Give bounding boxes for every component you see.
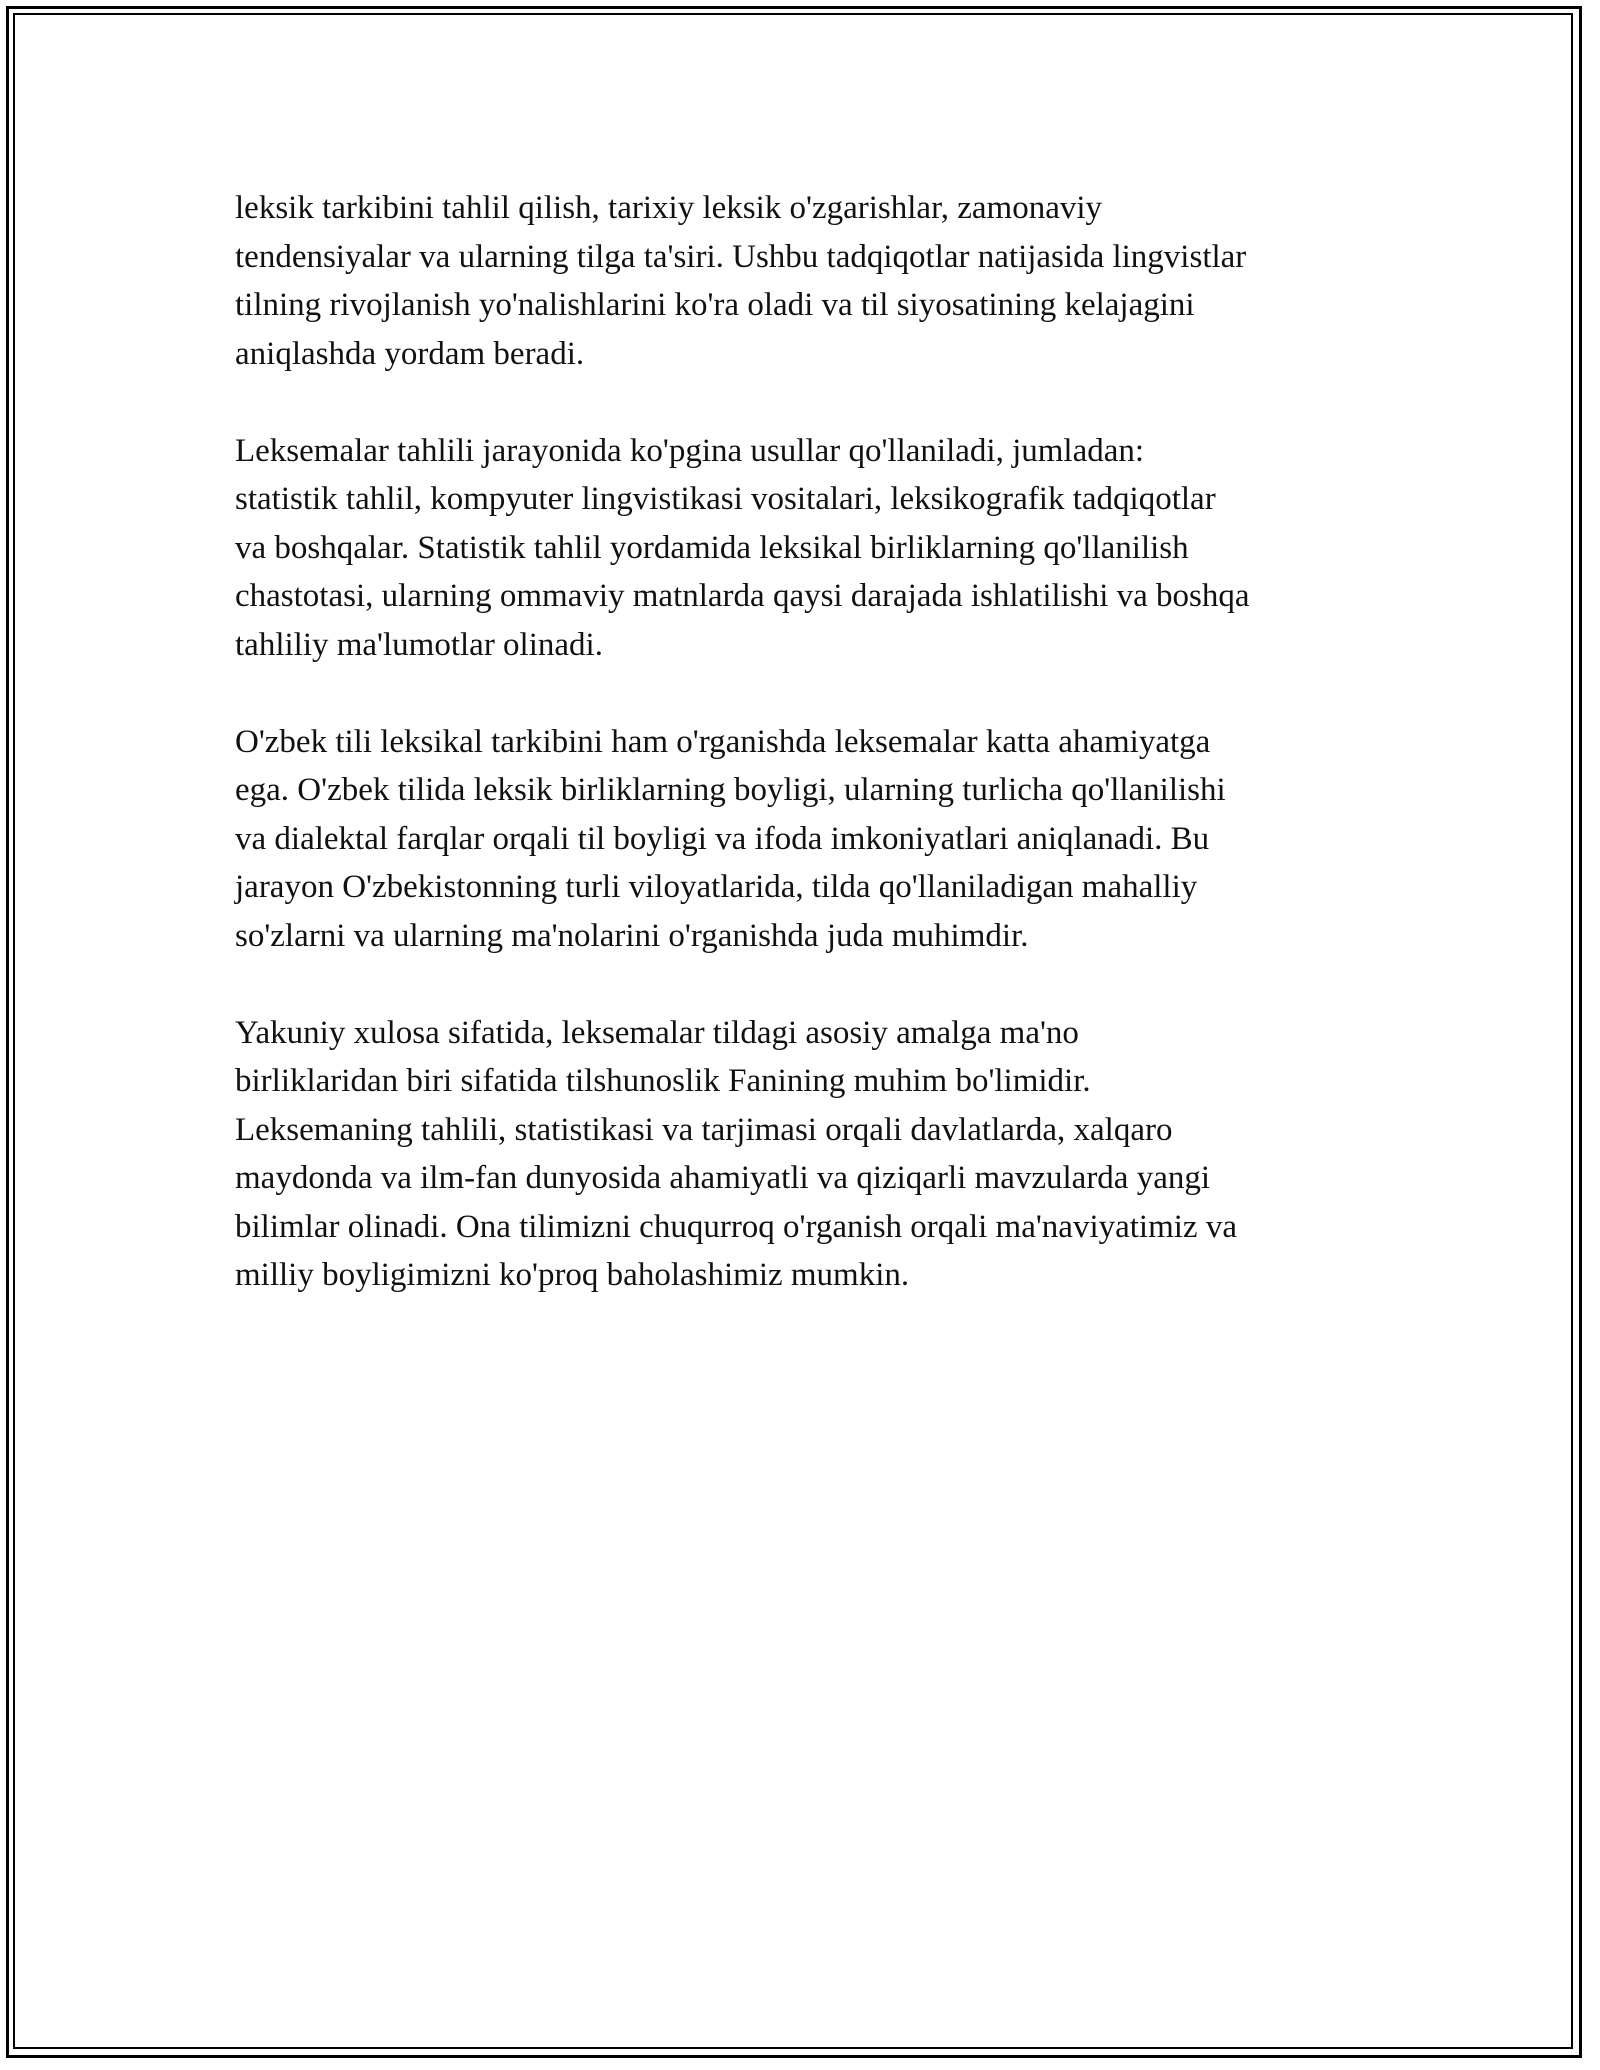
text-line: chastotasi, ularning ommaviy matnlarda qaysi darajada ishlatilishi va boshqa bbox=[235, 578, 1250, 614]
text-line: leksik tarkibini tahlil qilish, tarixiy leksik o'zgarishlar, zamonaviy bbox=[235, 190, 1103, 226]
text-line: tilning rivojlanish yo'nalishlarini ko'ra oladi va til siyosatining kelajagini bbox=[235, 287, 1195, 323]
text-line: statistik tahlil, kompyuter lingvistikasi vositalari, leksikografik tadqiqotlar bbox=[235, 481, 1216, 517]
text-line: tahliliy ma'lumotlar olinadi. bbox=[235, 626, 603, 663]
paragraph-4 bbox=[235, 1009, 1375, 1300]
text-line: so'zlarni va ularning ma'nolarini o'rganishda juda muhimdir. bbox=[235, 917, 1029, 954]
text-line: milliy boyligimizni ko'proq baholashimiz mumkin. bbox=[235, 1257, 910, 1293]
text-line: tendensiyalar va ularning tilga ta'siri. Ushbu tadqiqotlar natijasida lingvistlar bbox=[235, 238, 1247, 275]
text-line: birliklaridan biri sifatida tilshunoslik Fanining muhim bo'limidir. bbox=[235, 1063, 1091, 1099]
text-line: Leksemalar tahlili jarayonida ko'pgina usullar qo'llaniladi, jumladan: bbox=[235, 432, 1145, 469]
text-line: Leksemaning tahlili, statistikasi va tarjimasi orqali davlatlarda, xalqaro bbox=[235, 1111, 1173, 1148]
text-line: bilimlar olinadi. Ona tilimizni chuqurroq o'rganish orqali ma'naviyatimiz va bbox=[235, 1208, 1237, 1245]
text-line: Yakuniy xulosa sifatida, leksemalar tildagi asosiy amalga ma'no bbox=[235, 1014, 1079, 1051]
text-line: aniqlashda yordam beradi. bbox=[235, 335, 585, 372]
text-line: va boshqalar. Statistik tahlil yordamida leksikal birliklarning qo'llanilish bbox=[235, 529, 1189, 566]
text-line: maydonda va ilm-fan dunyosida ahamiyatli va qiziqarli mavzularda yangi bbox=[235, 1160, 1211, 1196]
paragraph-3 bbox=[235, 718, 1375, 961]
paragraph-1 bbox=[235, 184, 1375, 378]
document-body bbox=[235, 184, 1375, 1348]
paragraph-2 bbox=[235, 427, 1375, 670]
text-line: va dialektal farqlar orqali til boyligi va ifoda imkoniyatlari aniqlanadi. Bu bbox=[235, 820, 1210, 857]
text-line: jarayon O'zbekistonning turli viloyatlarida, tilda qo'llaniladigan mahalliy bbox=[235, 869, 1198, 905]
text-line: ega. O'zbek tilida leksik birliklarning boyligi, ularning turlicha qo'llanilishi bbox=[235, 772, 1226, 808]
text-line: O'zbek tili leksikal tarkibini ham o'rganishda leksemalar katta ahamiyatga bbox=[235, 723, 1211, 760]
